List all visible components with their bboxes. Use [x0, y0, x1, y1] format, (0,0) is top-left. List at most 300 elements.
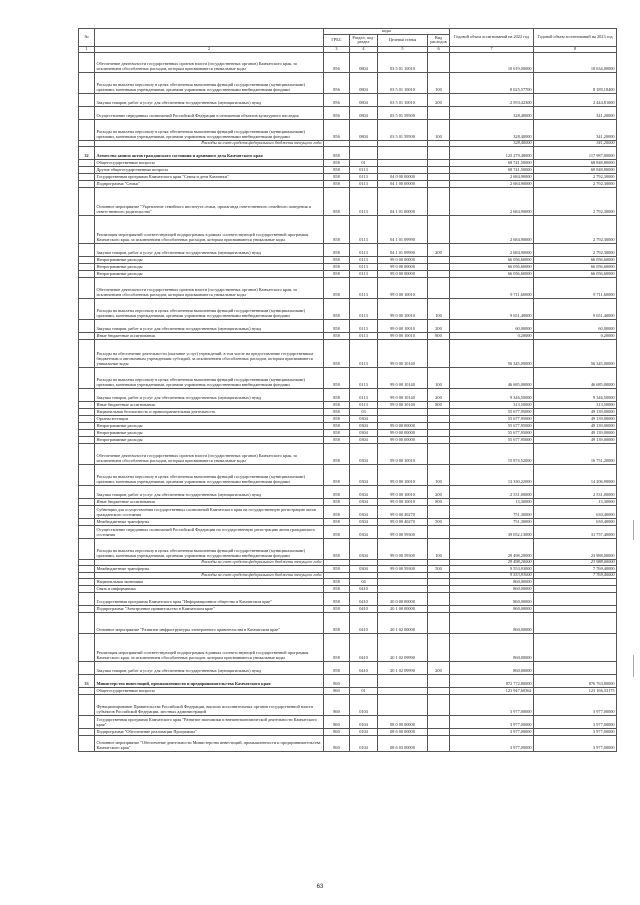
row-sum-2022: 55 677,95000: [450, 415, 534, 422]
row-expense-type: [428, 106, 450, 119]
row-sum-2022: 55 677,95000: [450, 408, 534, 415]
row-target-article: [378, 578, 428, 585]
row-grbs: 858: [324, 180, 350, 187]
row-name: Расходы на выплаты персоналу в целях обеспечения выполнения функций государственными (муниципальными) органами, казенными учреждениями, органами управления государственными внебюджетными фондами: [95, 119, 324, 140]
row-razdel: 0410: [350, 661, 378, 674]
row-grbs: 858: [324, 388, 350, 401]
row-target-article: 99 0 00 10010: [378, 464, 428, 485]
row-sum-2023: 46 685,00000: [534, 367, 617, 388]
table-row: [79, 612, 617, 633]
row-number: [79, 277, 95, 298]
table-row: [79, 263, 617, 270]
row-name: Общегосударственные вопросы: [95, 159, 324, 166]
row-name: Закупка товаров, работ и услуг для обеспечения государственных (муниципальных) нужд: [95, 93, 324, 106]
row-sum-2022: 125 279,48000: [450, 146, 534, 159]
table-row: [79, 367, 617, 388]
row-target-article: 99 0 00 59300: [378, 565, 428, 572]
row-name: Национальная безопасность и правоохранительная деятельность: [95, 408, 324, 415]
row-grbs: 858: [324, 270, 350, 277]
row-grbs: 858: [324, 585, 350, 592]
row-sum-2022: 9 553,93000: [450, 565, 534, 572]
table-row: [79, 319, 617, 332]
table-row: [79, 464, 617, 485]
row-razdel: 0113: [350, 401, 378, 408]
row-expense-type: [428, 277, 450, 298]
row-grbs: 858: [324, 243, 350, 256]
row-sum-2022: 2 684,90000: [450, 215, 534, 243]
row-name: Расходы на обеспечение деятельности (оказание услуг) учреждений, в том числе на предоставление государственным бюджетным и автономным учреждениям субсидий, за исключением обособленных расходов, которым присваиваются уникальные коды: [95, 339, 324, 367]
row-name: Межбюджетные трансферты: [95, 565, 324, 572]
row-expense-type: [428, 694, 450, 715]
row-name: Подпрограмма "Обеспечение реализации Программы": [95, 728, 324, 735]
table-row: [79, 485, 617, 498]
row-grbs: 858: [324, 298, 350, 319]
row-number: [79, 367, 95, 388]
row-target-article: 04 1 01 09990: [378, 215, 428, 243]
row-grbs: 858: [324, 612, 350, 633]
row-target-article: 99 0 00 10010: [378, 498, 428, 505]
table-row: [79, 443, 617, 464]
row-name: Основное мероприятие "Развитие инфраструктуры электронного правительства в Камчатском крае": [95, 612, 324, 633]
row-name: Государственная программа Камчатского края "Семья и дети Камчатки": [95, 173, 324, 180]
row-razdel: 0304: [350, 443, 378, 464]
row-name: Расходы на выплаты персоналу в целях обеспечения выполнения функций государственными (муниципальными) органами, казенными учреждениями, органами управления государственными внебюджетными фондами: [95, 538, 324, 559]
row-sum-2023: 2 792,30000: [534, 243, 617, 256]
row-sum-2022: 121 947,60362: [450, 687, 534, 694]
row-grbs: 858: [324, 187, 350, 215]
page-number: 63: [316, 884, 324, 890]
row-name: Подпрограмма "Электронное правительство в Камчатском крае": [95, 605, 324, 612]
budget-table: [78, 28, 617, 752]
row-target-article: 03 5 01 10010: [378, 52, 428, 72]
header-sum-2023: Годовой объем ассигнований на 2023 год: [534, 29, 617, 47]
row-expense-type: [428, 735, 450, 751]
row-grbs: 860: [324, 735, 350, 751]
row-expense-type: [428, 443, 450, 464]
table-row: [79, 518, 617, 525]
table-row: [79, 332, 617, 339]
row-sum-2023: 68 848,80000: [534, 159, 617, 166]
row-target-article: [378, 146, 428, 159]
table-row: [79, 578, 617, 585]
row-name: Межбюджетные трансферты: [95, 518, 324, 525]
table-row: [79, 180, 617, 187]
row-name: Расходы на выплаты персоналу в целях обеспечения выполнения функций государственными (муниципальными) органами, казенными учреждениями, органами управления государственными внебюджетными фондами: [95, 72, 324, 93]
row-razdel: 0304: [350, 538, 378, 559]
table-row: [79, 146, 617, 159]
row-expense-type: [428, 578, 450, 585]
row-name: Другие общегосударственные вопросы: [95, 166, 324, 173]
row-number: [79, 243, 95, 256]
row-number: [79, 415, 95, 422]
row-sum-2022: 3 977,00000: [450, 694, 534, 715]
row-sum-2022: 2 684,90000: [450, 243, 534, 256]
row-sum-2022: 9 346,50000: [450, 388, 534, 401]
row-number: [79, 159, 95, 166]
row-number: [79, 518, 95, 525]
row-sum-2023: 56 345,00000: [534, 339, 617, 367]
row-expense-type: [428, 436, 450, 443]
table-row: [79, 505, 617, 518]
row-sum-2023: 31 757,40000: [534, 525, 617, 538]
row-sum-2022: 751,30000: [450, 505, 534, 518]
row-expense-type: [428, 715, 450, 728]
row-sum-2023: 341,20000: [534, 119, 617, 140]
row-expense-type: [428, 612, 450, 633]
row-number: [79, 578, 95, 585]
row-grbs: 858: [324, 173, 350, 180]
table-row: [79, 674, 617, 687]
header-name: [95, 29, 324, 47]
table-row: [79, 173, 617, 180]
row-target-article: 99 0 00 00000: [378, 422, 428, 429]
row-target-article: 99 0 00 10010: [378, 485, 428, 498]
row-sum-2023: 49 139,00000: [534, 436, 617, 443]
header-grbs: ГРБС: [324, 34, 350, 46]
table-header: [79, 29, 617, 53]
row-grbs: 858: [324, 401, 350, 408]
row-grbs: 860: [324, 715, 350, 728]
row-target-article: 99 0 00 10010: [378, 277, 428, 298]
row-target-article: [378, 159, 428, 166]
table-row: [79, 187, 617, 215]
row-name: Связь и информатика: [95, 585, 324, 592]
row-grbs: 858: [324, 436, 350, 443]
row-sum-2022: 860,00000: [450, 578, 534, 585]
row-sum-2023: 23 988,00000: [534, 538, 617, 559]
row-razdel: 0304: [350, 505, 378, 518]
row-razdel: 0304: [350, 464, 378, 485]
row-grbs: 858: [324, 408, 350, 415]
row-name: Иные бюджетные ассигнования: [95, 332, 324, 339]
row-sum-2022: 39 052,13000: [450, 525, 534, 538]
row-number: [79, 408, 95, 415]
row-grbs: 858: [324, 578, 350, 585]
row-target-article: 99 0 00 00000: [378, 263, 428, 270]
row-target-article: 99 0 00 00000: [378, 270, 428, 277]
row-expense-type: [428, 674, 450, 687]
table-row: [79, 215, 617, 243]
row-number: [79, 661, 95, 674]
row-name: Министерство инвестиций, промышленности и предпринимательства Камчатского края: [95, 674, 324, 687]
row-target-article: [378, 415, 428, 422]
col-index: 6: [428, 46, 450, 52]
row-name: Осуществление переданных полномочий Российской Федерации на государственную регистрацию актов гражданского состояния: [95, 525, 324, 538]
row-sum-2023: 16 751,20000: [534, 443, 617, 464]
row-number: [79, 119, 95, 140]
row-number: [79, 538, 95, 559]
row-sum-2022: 13,30000: [450, 498, 534, 505]
row-number: [79, 319, 95, 332]
row-grbs: 858: [324, 429, 350, 436]
row-razdel: 0113: [350, 166, 378, 173]
row-name: Закупка товаров, работ и услуг для обеспечения государственных (муниципальных) нужд: [95, 485, 324, 498]
row-sum-2023: 3 977,00000: [534, 735, 617, 751]
row-sum-2023: 49 139,00000: [534, 429, 617, 436]
row-name: Закупка товаров, работ и услуг для обеспечения государственных (муниципальных) нужд: [95, 319, 324, 332]
row-sum-2022: 10 619,00000: [450, 52, 534, 72]
table-row: [79, 429, 617, 436]
header-codes: коды: [324, 29, 450, 35]
row-expense-type: 200: [428, 485, 450, 498]
row-sum-2022: 3 977,00000: [450, 728, 534, 735]
row-number: [79, 106, 95, 119]
row-razdel: [350, 146, 378, 159]
row-sum-2023: 2 531,00000: [534, 485, 617, 498]
row-sum-2023: 3 977,00000: [534, 694, 617, 715]
row-sum-2023: 49 139,00000: [534, 415, 617, 422]
row-sum-2023: 2 444,81600: [534, 93, 617, 106]
row-sum-2023: 68 848,80000: [534, 166, 617, 173]
row-expense-type: [428, 339, 450, 367]
row-sum-2022: 56 345,00000: [450, 339, 534, 367]
row-name: Непрограммные расходы: [95, 429, 324, 436]
row-grbs: 858: [324, 518, 350, 525]
row-sum-2022: 2 684,90000: [450, 173, 534, 180]
header-razdel: Раздел, под-раздел: [350, 34, 378, 46]
row-number: [79, 422, 95, 429]
table-row: [79, 401, 617, 408]
row-sum-2022: 55 677,95000: [450, 422, 534, 429]
row-target-article: 03 5 01 59500: [378, 106, 428, 119]
row-sum-2022: 328,40000: [450, 106, 534, 119]
row-grbs: 858: [324, 332, 350, 339]
row-sum-2023: 2 792,30000: [534, 180, 617, 187]
row-number: [79, 388, 95, 401]
row-expense-type: [428, 687, 450, 694]
row-target-article: 20 1 02 00000: [378, 612, 428, 633]
row-sum-2023: 123 166,33175: [534, 687, 617, 694]
row-name: Непрограммные расходы: [95, 436, 324, 443]
row-razdel: 0113: [350, 256, 378, 263]
row-razdel: 01: [350, 159, 378, 166]
row-name: Основное мероприятие "Обеспечение деятельности Министерства инвестиций, промышленности и предпринимательства Камчатского края": [95, 735, 324, 751]
row-name: Расходы за счет средств федерального бюджета текущего года: [95, 559, 324, 565]
row-expense-type: [428, 166, 450, 173]
row-target-article: 99 0 00 10010: [378, 319, 428, 332]
row-expense-type: 100: [428, 72, 450, 93]
row-target-article: 99 0 00 10140: [378, 388, 428, 401]
row-number: [79, 592, 95, 605]
row-number: [79, 298, 95, 319]
row-sum-2023: 66 056,60000: [534, 256, 617, 263]
row-grbs: 858: [324, 367, 350, 388]
row-expense-type: [428, 215, 450, 243]
row-sum-2022: 2 684,90000: [450, 187, 534, 215]
row-grbs: 858: [324, 443, 350, 464]
row-expense-type: [428, 422, 450, 429]
row-number: [79, 332, 95, 339]
table-row: [79, 388, 617, 401]
col-index: 3: [324, 46, 350, 52]
row-number: [79, 605, 95, 612]
row-razdel: 0113: [350, 263, 378, 270]
row-expense-type: 200: [428, 388, 450, 401]
row-target-article: 99 0 00 40270: [378, 505, 428, 518]
row-sum-2023: 2 792,30000: [534, 187, 617, 215]
page-edge-mark: [633, 655, 634, 677]
row-name: Иные бюджетные ассигнования: [95, 498, 324, 505]
row-expense-type: 500: [428, 518, 450, 525]
row-razdel: 0304: [350, 518, 378, 525]
row-grbs: 858: [324, 146, 350, 159]
header-no: №: [79, 29, 95, 47]
row-razdel: 0113: [350, 180, 378, 187]
row-sum-2022: 68 741,50000: [450, 159, 534, 166]
row-razdel: 0113: [350, 339, 378, 367]
row-sum-2023: [534, 605, 617, 612]
row-sum-2023: 630,40000: [534, 505, 617, 518]
row-razdel: 0410: [350, 585, 378, 592]
row-sum-2023: 10 634,00000: [534, 52, 617, 72]
row-sum-2022: 860,00000: [450, 612, 534, 633]
row-grbs: 860: [324, 694, 350, 715]
row-name: Субвенции для осуществления государственных полномочий Камчатского края на государственную регистрацию актов гражданского состояния: [95, 505, 324, 518]
row-sum-2023: 49 139,00000: [534, 408, 617, 415]
row-sum-2023: [534, 592, 617, 605]
row-number: [79, 735, 95, 751]
row-number: [79, 52, 95, 72]
row-grbs: 858: [324, 166, 350, 173]
row-sum-2022: 3 977,00000: [450, 715, 534, 728]
row-razdel: 0304: [350, 565, 378, 572]
table-row: [79, 694, 617, 715]
row-sum-2023: [534, 585, 617, 592]
row-grbs: 858: [324, 485, 350, 498]
row-razdel: 0104: [350, 735, 378, 751]
row-name: Реализация мероприятий соответствующей подпрограммы в рамках соответствующей государственной программы Камчатского края, за исключением обособленных расходов, которым присваиваются уникальные коды: [95, 215, 324, 243]
row-target-article: 03 5 01 59500: [378, 119, 428, 140]
table-row: [79, 408, 617, 415]
row-number: [79, 270, 95, 277]
row-sum-2023: 8 189,18400: [534, 72, 617, 93]
table-row: [79, 52, 617, 72]
row-name: Иные бюджетные ассигнования: [95, 401, 324, 408]
row-expense-type: 200: [428, 661, 450, 674]
col-index: 2: [95, 46, 324, 52]
row-expense-type: [428, 525, 450, 538]
row-sum-2023: 3 977,00000: [534, 715, 617, 728]
row-target-article: [378, 687, 428, 694]
row-sum-2022: 313,50000: [450, 401, 534, 408]
row-sum-2022: 66 056,60000: [450, 256, 534, 263]
row-name: Расходы за счет средств федерального бюджета текущего года: [95, 140, 324, 146]
row-razdel: 0804: [350, 93, 378, 106]
row-grbs: 858: [324, 339, 350, 367]
row-razdel: 0804: [350, 106, 378, 119]
row-sum-2023: [534, 612, 617, 633]
row-sum-2023: 49 139,00000: [534, 422, 617, 429]
row-target-article: [378, 585, 428, 592]
row-sum-2022: 55 677,95000: [450, 429, 534, 436]
row-target-article: 99 0 00 40270: [378, 518, 428, 525]
row-target-article: 20 0 00 00000: [378, 592, 428, 605]
table-body: [79, 52, 617, 751]
row-number: [79, 436, 95, 443]
row-expense-type: 800: [428, 332, 450, 339]
row-expense-type: 500: [428, 565, 450, 572]
row-sum-2023: 2 792,30000: [534, 173, 617, 180]
header-sum-2022: Годовой объем ассигнований на 2022 год: [450, 29, 534, 47]
row-sum-2022: 60,00000: [450, 319, 534, 332]
row-expense-type: [428, 146, 450, 159]
row-number: [79, 263, 95, 270]
row-razdel: 0304: [350, 498, 378, 505]
row-razdel: 0804: [350, 119, 378, 140]
table-row: [79, 415, 617, 422]
row-number: [79, 585, 95, 592]
row-name: Непрограммные расходы: [95, 256, 324, 263]
row-sum-2022: 29 498,20000: [450, 538, 534, 559]
row-expense-type: [428, 270, 450, 277]
row-sum-2023: 9 711,60000: [534, 277, 617, 298]
row-grbs: 858: [324, 661, 350, 674]
row-sum-2023: 876 763,80000: [534, 674, 617, 687]
row-razdel: 0113: [350, 215, 378, 243]
table-row: [79, 106, 617, 119]
row-target-article: 04 0 00 00000: [378, 173, 428, 180]
row-number: [79, 180, 95, 187]
row-name: Обеспечение деятельности государственных органов власти (государственных органов) Камчатского края, за исключением обособленных расходов, которым присваиваются уникальные коды: [95, 52, 324, 72]
row-sum-2023: 2 792,30000: [534, 215, 617, 243]
table-row: [79, 585, 617, 592]
row-razdel: 0104: [350, 715, 378, 728]
row-name: Подпрограмма "Семья": [95, 180, 324, 187]
row-expense-type: [428, 187, 450, 215]
row-target-article: 08 6 00 00000: [378, 728, 428, 735]
row-target-article: [378, 674, 428, 687]
row-expense-type: [428, 408, 450, 415]
row-name: Закупка товаров, работ и услуг для обеспечения государственных (муниципальных) нужд: [95, 388, 324, 401]
row-name: Закупка товаров, работ и услуг для обеспечения государственных (муниципальных) нужд: [95, 661, 324, 674]
table-row: [79, 633, 617, 661]
row-grbs: 858: [324, 565, 350, 572]
row-sum-2023: 0,20000: [534, 332, 617, 339]
row-target-article: 20 1 00 00000: [378, 605, 428, 612]
row-grbs: 860: [324, 687, 350, 694]
row-target-article: 99 0 00 00000: [378, 429, 428, 436]
header-expense-type: Вид расходов: [428, 34, 450, 46]
row-grbs: 858: [324, 464, 350, 485]
row-target-article: 03 5 01 10010: [378, 93, 428, 106]
table-row: [79, 298, 617, 319]
row-razdel: 0410: [350, 633, 378, 661]
row-name: Осуществление переданных полномочий Российской Федерации в отношении объектов культурного наследия: [95, 106, 324, 119]
row-grbs: 858: [324, 263, 350, 270]
row-sum-2022: 9 651,40000: [450, 298, 534, 319]
row-target-article: 04 1 01 00000: [378, 187, 428, 215]
row-name: Государственная программа Камчатского края "Развитие экономики и внешнеэкономической деятельности Камчатского края": [95, 715, 324, 728]
row-number: [79, 728, 95, 735]
row-grbs: 858: [324, 277, 350, 298]
row-grbs: 856: [324, 72, 350, 93]
table-row: [79, 605, 617, 612]
row-expense-type: 200: [428, 319, 450, 332]
row-razdel: 0113: [350, 298, 378, 319]
row-target-article: 99 0 00 10010: [378, 443, 428, 464]
row-grbs: 860: [324, 674, 350, 687]
row-number: [79, 633, 95, 661]
row-name: Закупка товаров, работ и услуг для обеспечения государственных (муниципальных) нужд: [95, 243, 324, 256]
row-grbs: 856: [324, 52, 350, 72]
row-sum-2022: 13 330,22000: [450, 464, 534, 485]
row-expense-type: 100: [428, 538, 450, 559]
row-razdel: 0304: [350, 422, 378, 429]
row-name: Функционирование Правительства Российской Федерации, высших исполнительных органов государственной власти субъектов Российской Федерации, местных администраций: [95, 694, 324, 715]
row-razdel: 0113: [350, 187, 378, 215]
row-sum-2022: 2 684,90000: [450, 180, 534, 187]
row-expense-type: 100: [428, 367, 450, 388]
